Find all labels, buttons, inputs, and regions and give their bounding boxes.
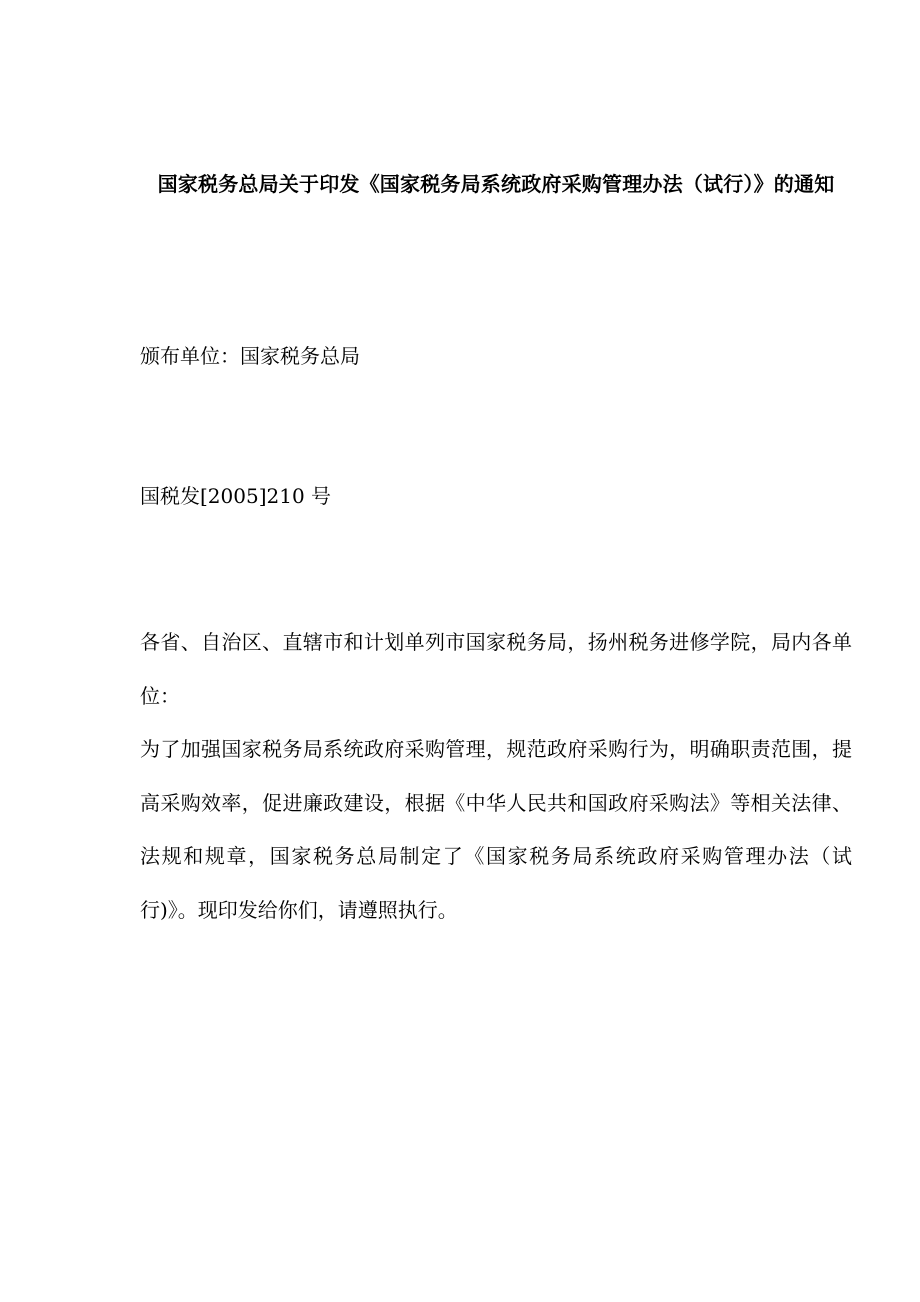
document-body	[140, 616, 852, 937]
document-number: 国税发[2005]210 号	[140, 484, 332, 508]
body-paragraph: 为了加强国家税务局系统政府采购管理，规范政府采购行为，明确职责范围，提高采购效率，促进廉政建设，根据《中华人民共和国政府采购法》等相关法律、法规和规章，国家税务总局制定了《国家税务局系统政府采购管理办法（试行)》。现印发给你们，请遵照执行。	[140, 737, 852, 922]
addressee-paragraph: 各省、自治区、直辖市和计划单列市国家税务局，扬州税务进修学院，局内各单位：	[140, 630, 852, 708]
issuer-line: 颁布单位：国家税务总局	[140, 344, 360, 368]
document-title: 国家税务总局关于印发《国家税务局系统政府采购管理办法（试行）》的通知	[157, 172, 835, 196]
